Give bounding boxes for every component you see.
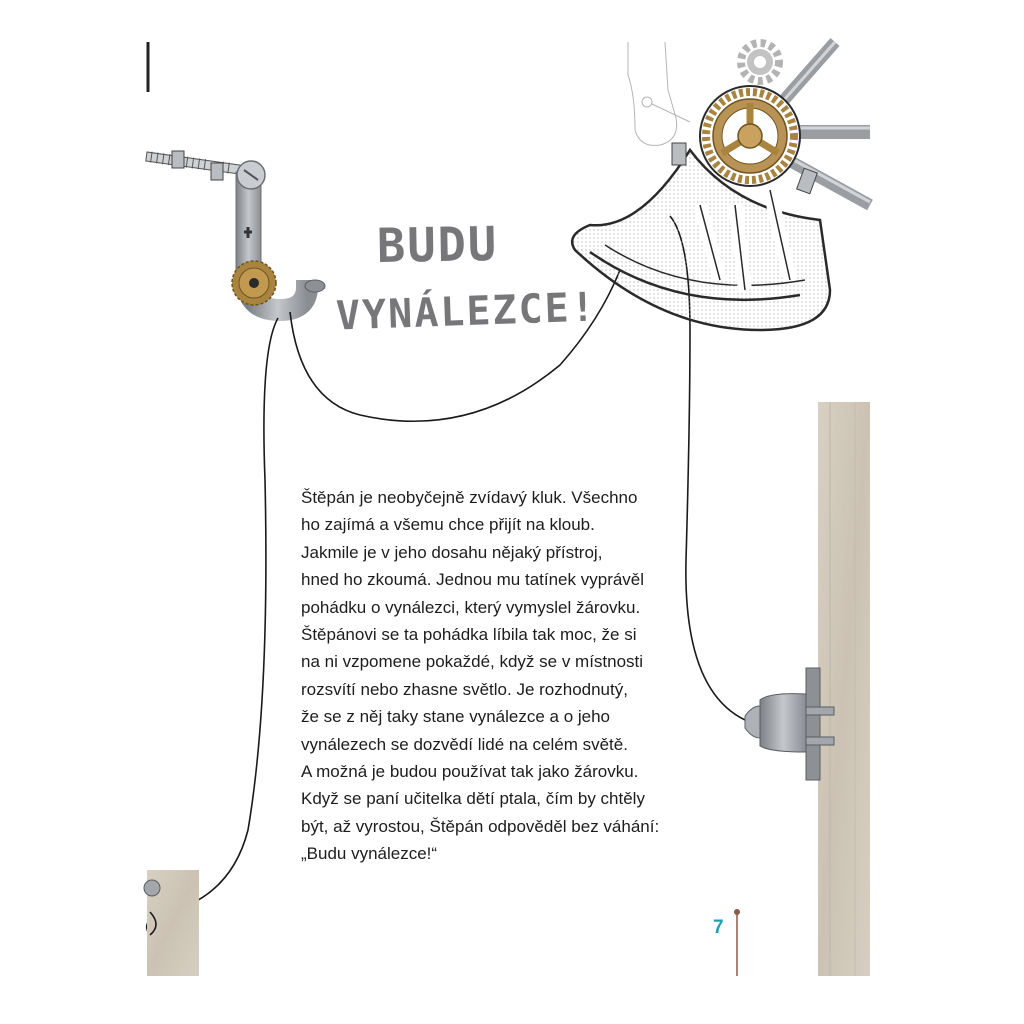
text-line: „Budu vynálezce!“	[301, 844, 438, 864]
text-line: že se z něj taky stane vynálezce a o jeho	[301, 707, 611, 727]
text-line: ho zajímá a všemu chce přijít na kloub.	[301, 515, 595, 535]
grey-gear	[741, 43, 779, 81]
corner-board	[144, 870, 199, 976]
pin-marker	[734, 909, 740, 976]
text-line: hned ho zkoumá. Jednou mu tatínek vyprávěl	[301, 570, 645, 590]
sketch-outline	[628, 42, 690, 145]
text-line: pohádku o vynálezci, který vymyslel žárovku.	[301, 597, 641, 617]
text-line: Štěpánovi se ta pohádka líbila tak moc, že si	[301, 625, 637, 645]
sextant-arc	[572, 143, 830, 330]
text-line: být, až vyrostou, Štěpán odpověděl bez váhání:	[301, 816, 660, 836]
heading-line-1: BUDU	[376, 216, 499, 275]
gear-wheel	[700, 86, 800, 186]
text-line: rozsvítí nebo zhasne světlo. Je rozhodnutý,	[301, 679, 628, 699]
story-paragraph	[301, 484, 701, 868]
text-line: Štěpán je neobyčejně zvídavý kluk. Všechno	[301, 488, 638, 507]
wall-board	[818, 402, 870, 976]
page-number: 7	[713, 917, 724, 938]
screw-rod	[146, 151, 246, 180]
text-line: vynálezech se dozvědí lidé na celém světě.	[301, 734, 628, 754]
heading-line-2: VYNÁLEZCE!	[335, 284, 598, 340]
brass-gear	[232, 261, 276, 305]
text-line: Jakmile je v jeho dosahu nějaký přístroj,	[301, 542, 603, 562]
text-line: na ni vzpomene pokaždé, když se v místnosti	[301, 652, 644, 672]
text-line: Když se paní učitelka dětí ptala, čím by chtěly	[301, 789, 645, 809]
text-line: A možná je budou používat tak jako žárovku.	[301, 762, 639, 782]
